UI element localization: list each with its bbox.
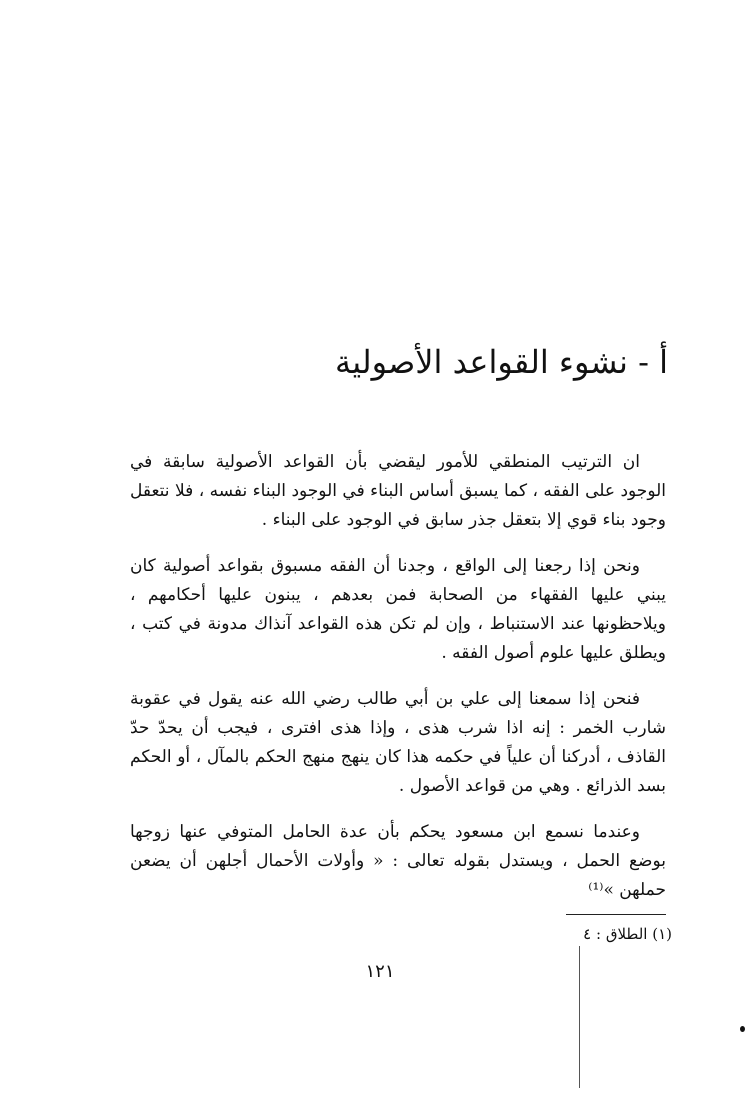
scan-margin-line [579, 946, 580, 1088]
footnote: (١) الطلاق : ٤ [583, 925, 672, 943]
paragraph-2: ونحن إذا رجعنا إلى الواقع ، وجدنا أن الفقه مسبوق بقواعد أصولية كان يبني عليها الفقهاء من الصحابة فمن بعدهم ، يبنون عليها أحكامهم ، ويلاحظونها عند الاستنباط ، وإن لم تكن هذه القواعد آنذاك مدونة في كتب ، ويطلق عليها علوم أصول الفقه . [130, 556, 666, 663]
scan-edge-mark [740, 1026, 745, 1032]
paragraph-4: وعندما نسمع ابن مسعود يحكم بأن عدة الحامل المتوفي عنها زوجها بوضع الحمل ، ويستدل بقوله تعالى : « وأولات الأحمال أجلهن أن يضعن حملهن »⁽¹⁾ [130, 822, 666, 900]
paragraph-1: ان الترتيب المنطقي للأمور ليقضي بأن القواعد الأصولية سابقة في الوجود على الفقه ، كما يسبق أساس البناء في الوجود البناء نفسه ، فلا نتعقل وجود بناء قوي إلا بتعقل جذر سابق في الوجود على البناء . [130, 452, 666, 530]
body-text [130, 448, 666, 922]
footnote-divider [566, 914, 666, 915]
section-heading: أ - نشوء القواعد الأصولية [335, 343, 668, 381]
paragraph-3: فنحن إذا سمعنا إلى علي بن أبي طالب رضي الله عنه يقول في عقوبة شارب الخمر : إنه اذا شرب هذى ، وإذا هذى افترى ، فيجب أن يحدّ حدّ القاذف ، أدركنا أن علياً في حكمه هذا كان ينهج منهج الحكم بالمآل ، أو الحكم بسد الذرائع . وهي من قواعد الأصول . [130, 689, 666, 796]
page-number: ١٢١ [365, 961, 395, 982]
